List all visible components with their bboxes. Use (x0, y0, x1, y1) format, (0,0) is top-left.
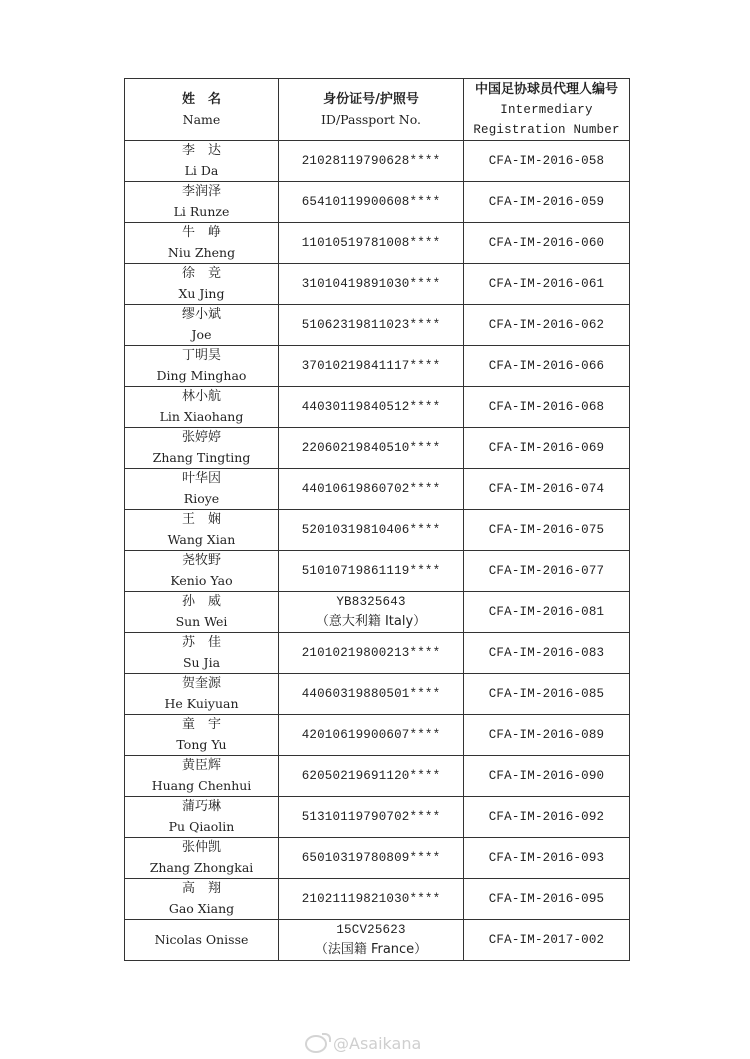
registration-number: CFA-IM-2016-081 (488, 605, 605, 619)
table-row (125, 141, 630, 182)
id-cell (279, 305, 464, 346)
id-cell (279, 674, 464, 715)
id-cell (279, 756, 464, 797)
name-en: He Kuiyuan (164, 696, 239, 711)
id-cell (279, 182, 464, 223)
name-zh: 牛 峥 (181, 225, 221, 240)
registration-number: CFA-IM-2016-085 (488, 687, 605, 701)
header-registration (464, 79, 630, 141)
registration-cell (464, 223, 630, 264)
name-cell (125, 797, 279, 838)
header-reg-en1: Intermediary (500, 102, 593, 117)
registration-cell (464, 428, 630, 469)
name-en: Su Jia (182, 655, 221, 670)
table-row (125, 264, 630, 305)
table-row (125, 551, 630, 592)
header-id (279, 79, 464, 141)
name-zh: 缪小斌 (181, 307, 221, 322)
name-zh: 王 娴 (181, 512, 221, 527)
table-row (125, 428, 630, 469)
name-en: Rioye (183, 491, 220, 506)
name-cell (125, 756, 279, 797)
header-name-zh: 姓 名 (181, 91, 221, 107)
name-zh: 丁明昊 (181, 348, 221, 363)
registration-cell (464, 510, 630, 551)
name-cell (125, 182, 279, 223)
name-zh: 贺奎源 (181, 676, 221, 691)
table-row (125, 346, 630, 387)
registration-cell (464, 264, 630, 305)
id-number: 21010219800213**** (301, 646, 441, 660)
table-row (125, 674, 630, 715)
name-en: Kenio Yao (170, 573, 233, 588)
name-zh: 尧牧野 (181, 553, 221, 568)
table-row (125, 387, 630, 428)
header-id-zh: 身份证号/护照号 (323, 91, 419, 107)
table-row (125, 756, 630, 797)
registration-cell (464, 879, 630, 920)
name-en: Xu Jing (178, 286, 225, 301)
name-en: Sun Wei (175, 614, 228, 629)
id-number: 15CV25623 (336, 923, 406, 937)
name-en: Huang Chenhui (151, 778, 252, 793)
table-row (125, 592, 630, 633)
registration-number: CFA-IM-2016-058 (488, 154, 605, 168)
table-row (125, 838, 630, 879)
id-number: 44030119840512**** (301, 400, 441, 414)
name-cell (125, 715, 279, 756)
registration-cell (464, 920, 630, 961)
nationality: （法国籍 France） (314, 942, 428, 957)
name-cell (125, 838, 279, 879)
registration-number: CFA-IM-2017-002 (488, 933, 605, 947)
registration-cell (464, 346, 630, 387)
registration-cell (464, 797, 630, 838)
name-cell (125, 510, 279, 551)
name-zh: 张婷婷 (181, 430, 221, 445)
id-number: 44060319880501**** (301, 687, 441, 701)
registration-number: CFA-IM-2016-077 (488, 564, 605, 578)
name-zh: 徐 竞 (181, 266, 221, 281)
registration-number: CFA-IM-2016-074 (488, 482, 605, 496)
id-number: 65410119900608**** (301, 195, 441, 209)
registration-cell (464, 715, 630, 756)
name-en: Ding Minghao (156, 368, 247, 383)
id-cell (279, 264, 464, 305)
id-number: 11010519781008**** (301, 236, 441, 250)
id-cell (279, 797, 464, 838)
weibo-watermark (305, 1034, 421, 1053)
id-number: 44010619860702**** (301, 482, 441, 496)
name-en: Wang Xian (167, 532, 236, 547)
name-en: Niu Zheng (167, 245, 236, 260)
name-en: Li Runze (173, 204, 230, 219)
id-cell (279, 469, 464, 510)
name-cell (125, 551, 279, 592)
name-en: Pu Qiaolin (168, 819, 235, 834)
id-cell (279, 346, 464, 387)
id-cell (279, 141, 464, 182)
name-en: Joe (191, 327, 212, 342)
name-en: Zhang Tingting (152, 450, 251, 465)
id-number: 51010719861119**** (301, 564, 441, 578)
name-cell (125, 674, 279, 715)
id-number: 62050219691120**** (301, 769, 441, 783)
name-zh: 孙 威 (181, 594, 221, 609)
table-row (125, 715, 630, 756)
id-cell (279, 838, 464, 879)
id-cell (279, 223, 464, 264)
name-zh: 李润泽 (181, 184, 221, 199)
registration-number: CFA-IM-2016-068 (488, 400, 605, 414)
header-id-en: ID/Passport No. (320, 111, 422, 127)
header-reg-en2: Registration Number (473, 122, 620, 137)
name-cell (125, 387, 279, 428)
weibo-icon (305, 1035, 327, 1053)
name-zh: 高 翔 (181, 881, 221, 896)
name-zh: 苏 佳 (181, 635, 221, 650)
registration-number: CFA-IM-2016-083 (488, 646, 605, 660)
name-en: Zhang Zhongkai (149, 860, 254, 875)
name-cell (125, 633, 279, 674)
id-number: 51310119790702**** (301, 810, 441, 824)
id-number: 22060219840510**** (301, 441, 441, 455)
name-en: Nicolas Onisse (154, 932, 249, 947)
watermark-text: @Asaikana (333, 1034, 422, 1053)
registration-cell (464, 592, 630, 633)
id-cell (279, 387, 464, 428)
registration-number: CFA-IM-2016-089 (488, 728, 605, 742)
id-number: 65010319780809**** (301, 851, 441, 865)
name-en: Li Da (184, 163, 219, 178)
registration-cell (464, 469, 630, 510)
id-number: 21021119821030**** (301, 892, 441, 906)
name-cell (125, 879, 279, 920)
name-zh: 林小航 (181, 389, 221, 404)
table-row (125, 920, 630, 961)
header-name-en: Name (182, 111, 221, 127)
id-cell (279, 510, 464, 551)
id-cell (279, 633, 464, 674)
name-cell (125, 469, 279, 510)
table-row (125, 182, 630, 223)
name-cell (125, 920, 279, 961)
name-zh: 童 宇 (181, 717, 221, 732)
registration-number: CFA-IM-2016-075 (488, 523, 605, 537)
table-row (125, 305, 630, 346)
registration-cell (464, 674, 630, 715)
name-cell (125, 346, 279, 387)
name-zh: 张仲凯 (181, 840, 221, 855)
name-cell (125, 305, 279, 346)
registration-cell (464, 141, 630, 182)
id-cell (279, 551, 464, 592)
name-zh: 叶华因 (181, 471, 221, 486)
id-number: 31010419891030**** (301, 277, 441, 291)
name-zh: 李 达 (181, 143, 221, 158)
registration-number: CFA-IM-2016-061 (488, 277, 605, 291)
name-cell (125, 141, 279, 182)
registration-number: CFA-IM-2016-090 (488, 769, 605, 783)
table-row (125, 879, 630, 920)
id-cell (279, 920, 464, 961)
registration-number: CFA-IM-2016-062 (488, 318, 605, 332)
id-number: 21028119790628**** (301, 154, 441, 168)
intermediary-table (124, 78, 630, 961)
name-zh: 蒲巧琳 (181, 799, 221, 814)
name-cell (125, 223, 279, 264)
id-number: 51062319811023**** (301, 318, 441, 332)
registration-number: CFA-IM-2016-092 (488, 810, 605, 824)
id-number: YB8325643 (336, 595, 406, 609)
table-row (125, 633, 630, 674)
registration-number: CFA-IM-2016-059 (488, 195, 605, 209)
registration-cell (464, 838, 630, 879)
name-en: Gao Xiang (168, 901, 235, 916)
registration-cell (464, 387, 630, 428)
id-cell (279, 879, 464, 920)
name-en: Tong Yu (176, 737, 227, 752)
table-row (125, 797, 630, 838)
table-header-row (125, 79, 630, 141)
registration-number: CFA-IM-2016-093 (488, 851, 605, 865)
id-number: 37010219841117**** (301, 359, 441, 373)
id-cell (279, 715, 464, 756)
id-number: 42010619900607**** (301, 728, 441, 742)
id-number: 52010319810406**** (301, 523, 441, 537)
name-cell (125, 428, 279, 469)
registration-number: CFA-IM-2016-066 (488, 359, 605, 373)
name-en: Lin Xiaohang (159, 409, 244, 424)
name-cell (125, 592, 279, 633)
registration-cell (464, 756, 630, 797)
id-cell (279, 592, 464, 633)
header-reg-zh: 中国足协球员代理人编号 (474, 81, 618, 97)
registration-number: CFA-IM-2016-069 (488, 441, 605, 455)
table-row (125, 510, 630, 551)
registration-number: CFA-IM-2016-060 (488, 236, 605, 250)
registration-cell (464, 305, 630, 346)
registration-cell (464, 633, 630, 674)
registration-cell (464, 182, 630, 223)
name-cell (125, 264, 279, 305)
registration-cell (464, 551, 630, 592)
id-cell (279, 428, 464, 469)
registration-number: CFA-IM-2016-095 (488, 892, 605, 906)
nationality: （意大利籍 Italy） (315, 614, 427, 629)
table-row (125, 223, 630, 264)
table-row (125, 469, 630, 510)
header-name (125, 79, 279, 141)
name-zh: 黄臣辉 (181, 758, 221, 773)
